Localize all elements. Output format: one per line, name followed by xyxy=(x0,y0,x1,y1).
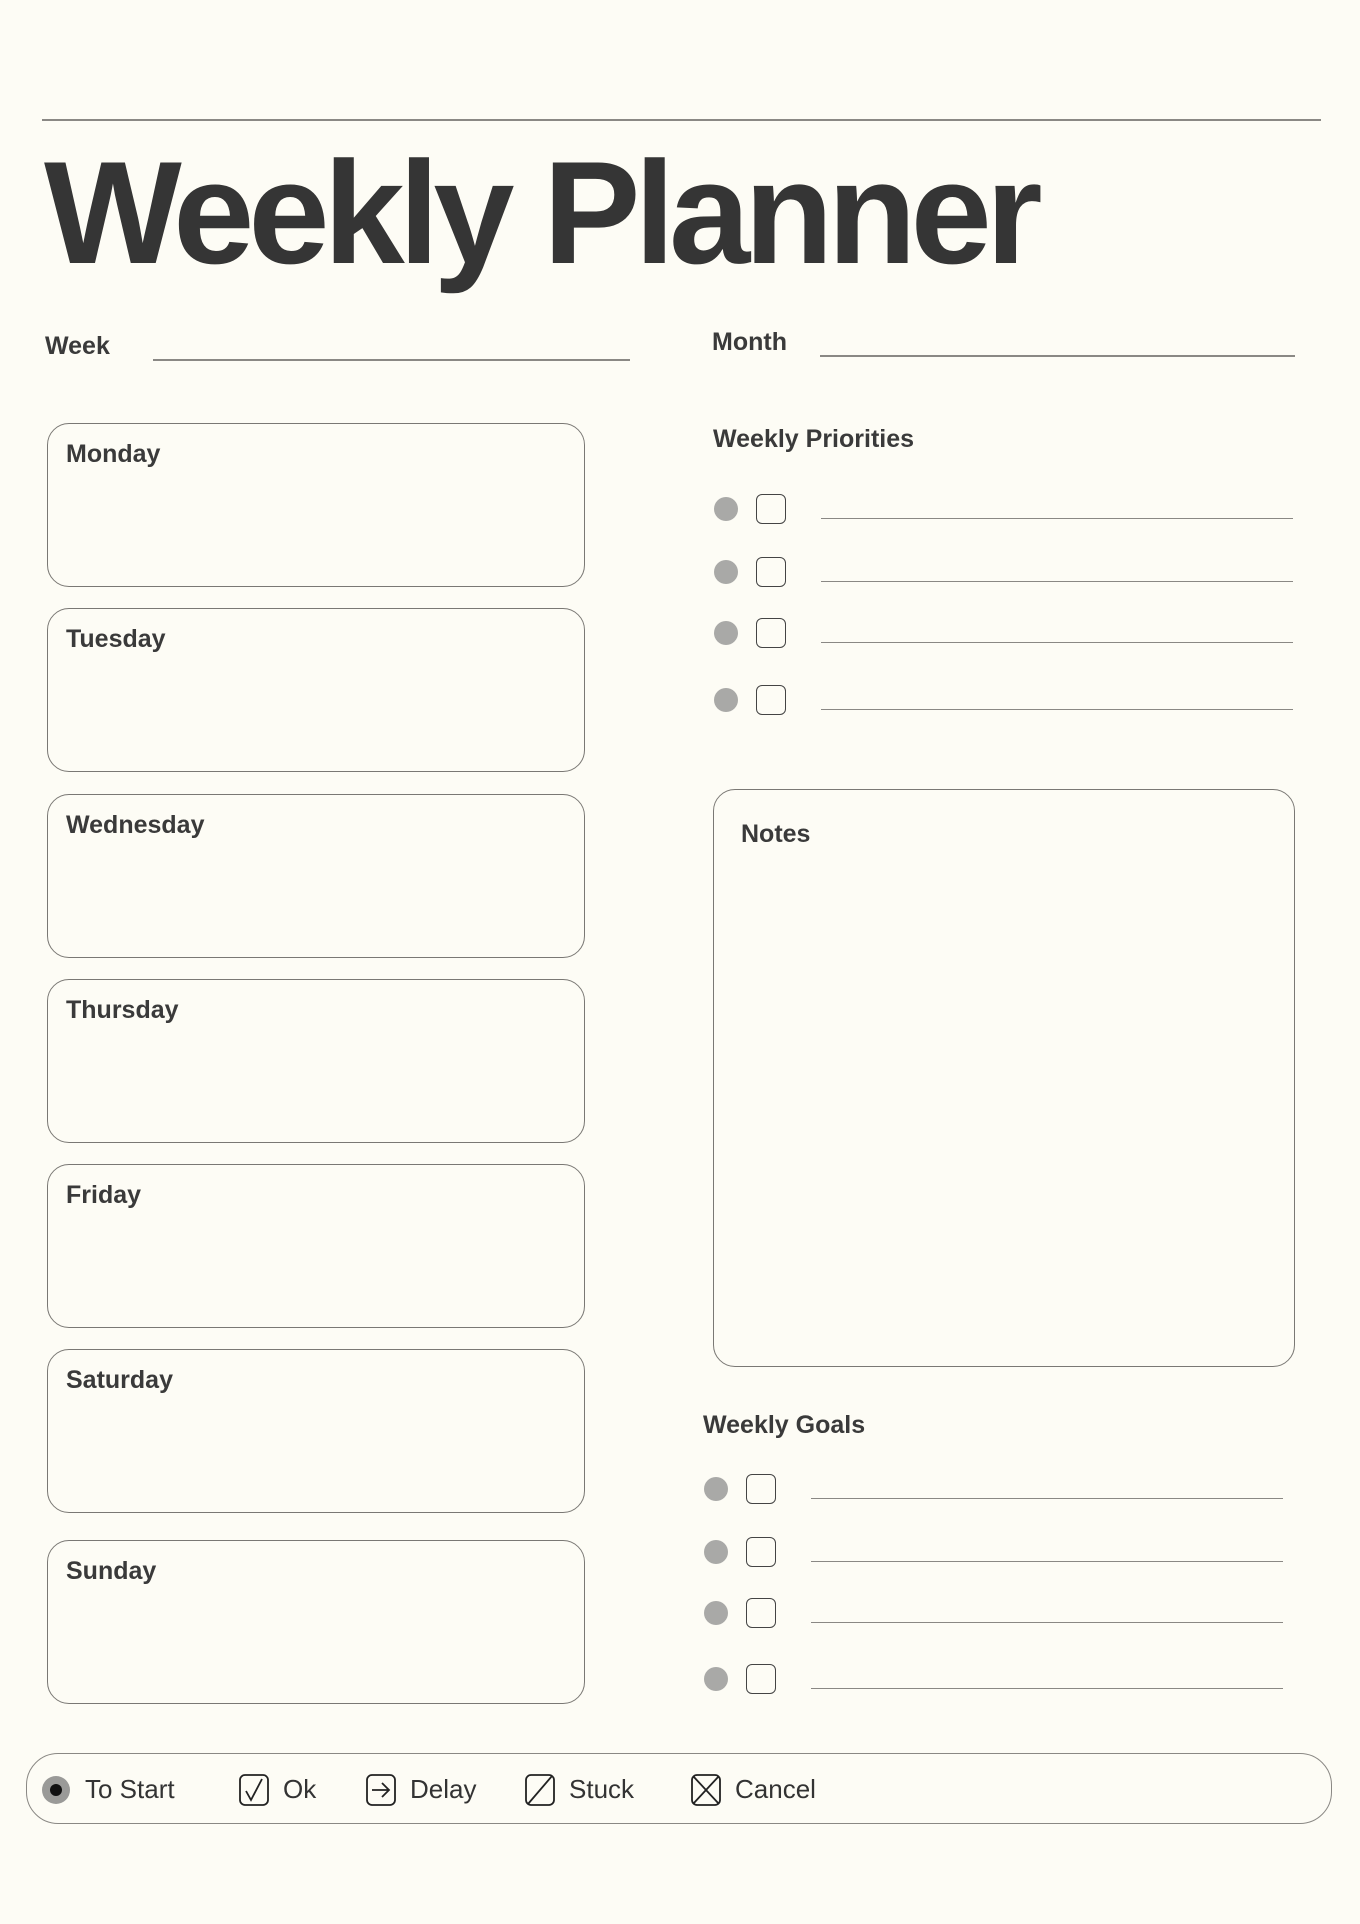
goal-checkbox[interactable] xyxy=(746,1664,776,1694)
day-label: Saturday xyxy=(66,1366,173,1394)
bullet-dot-icon xyxy=(714,621,738,645)
bullet-dot-icon xyxy=(704,1667,728,1691)
priority-input-line[interactable] xyxy=(821,518,1293,519)
bullet-dot-icon xyxy=(704,1601,728,1625)
legend-item-cancel xyxy=(691,1754,816,1825)
goal-input-line[interactable] xyxy=(811,1561,1283,1562)
day-box-friday[interactable] xyxy=(47,1164,585,1328)
legend-label: Ok xyxy=(283,1774,317,1804)
priority-input-line[interactable] xyxy=(821,581,1293,582)
legend-item-ok xyxy=(239,1754,316,1825)
priority-checkbox[interactable] xyxy=(756,494,786,524)
priority-input-line[interactable] xyxy=(821,642,1293,643)
goal-input-line[interactable] xyxy=(811,1622,1283,1623)
legend-label: Stuck xyxy=(569,1774,635,1804)
legend-label: Cancel xyxy=(735,1774,816,1804)
day-label: Sunday xyxy=(66,1557,157,1585)
x-box-icon xyxy=(691,1774,721,1806)
goal-checkbox[interactable] xyxy=(746,1537,776,1567)
day-label: Thursday xyxy=(66,996,179,1024)
goal-row xyxy=(0,1472,1360,1506)
priority-checkbox[interactable] xyxy=(756,685,786,715)
priority-row xyxy=(0,555,1360,589)
month-label: Month xyxy=(712,328,787,356)
week-label: Week xyxy=(45,332,110,360)
legend-item-delay xyxy=(366,1754,476,1825)
legend-item-to-start xyxy=(41,1754,175,1825)
legend-label: To Start xyxy=(85,1774,175,1804)
priorities-heading: Weekly Priorities xyxy=(713,425,915,453)
day-box-wednesday[interactable] xyxy=(47,794,585,958)
notes-box[interactable] xyxy=(713,789,1295,1367)
bullet-dot-icon xyxy=(704,1540,728,1564)
top-rule xyxy=(42,119,1321,121)
goal-row xyxy=(0,1535,1360,1569)
priority-row xyxy=(0,683,1360,717)
day-label: Friday xyxy=(66,1181,142,1209)
filled-dot-icon xyxy=(41,1775,71,1805)
month-input-line[interactable] xyxy=(820,355,1295,357)
priority-checkbox[interactable] xyxy=(756,557,786,587)
goal-row xyxy=(0,1662,1360,1696)
goal-input-line[interactable] xyxy=(811,1498,1283,1499)
goal-input-line[interactable] xyxy=(811,1688,1283,1689)
bullet-dot-icon xyxy=(714,688,738,712)
checkmark-box-icon xyxy=(239,1774,269,1806)
week-input-line[interactable] xyxy=(153,359,630,361)
priority-checkbox[interactable] xyxy=(756,618,786,648)
slash-box-icon xyxy=(525,1774,555,1806)
priority-input-line[interactable] xyxy=(821,709,1293,710)
priority-row xyxy=(0,616,1360,650)
notes-label: Notes xyxy=(741,820,811,848)
day-label: Wednesday xyxy=(66,811,205,839)
goal-row xyxy=(0,1596,1360,1630)
bullet-dot-icon xyxy=(704,1477,728,1501)
page-title: Weekly Planner xyxy=(44,131,1037,294)
status-legend xyxy=(26,1753,1332,1824)
arrow-box-icon xyxy=(366,1774,396,1806)
goal-checkbox[interactable] xyxy=(746,1598,776,1628)
priority-row xyxy=(0,492,1360,526)
day-label: Tuesday xyxy=(66,625,166,653)
goal-checkbox[interactable] xyxy=(746,1474,776,1504)
bullet-dot-icon xyxy=(714,560,738,584)
legend-item-stuck xyxy=(525,1754,634,1825)
bullet-dot-icon xyxy=(714,497,738,521)
goals-heading: Weekly Goals xyxy=(703,1411,866,1439)
legend-label: Delay xyxy=(410,1774,477,1804)
day-label: Monday xyxy=(66,440,161,468)
day-box-thursday[interactable] xyxy=(47,979,585,1143)
